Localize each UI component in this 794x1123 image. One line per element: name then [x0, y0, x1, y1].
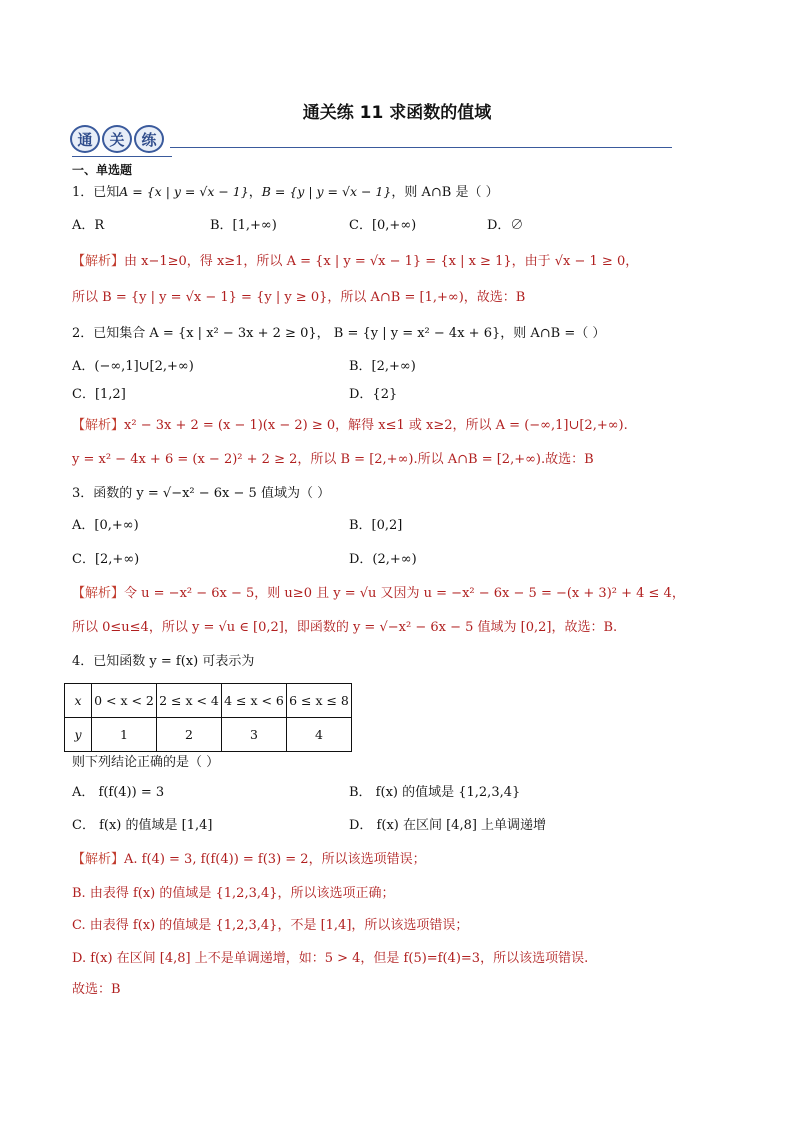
- q4-function-table: [64, 683, 352, 752]
- q4-analysis-2: B. 由表得 f(x) 的值域是 {1,2,3,4}，所以该选项正确；: [72, 886, 395, 901]
- table-cell: 2 ≤ x < 4: [157, 684, 222, 718]
- q3-analysis-text-1: 令 u = −x² − 6x − 5，则 u≥0 且 y = √u 又因为 u = −x² − 6x − 5 = −(x + 3)² + 4 ≤ 4，: [124, 586, 685, 601]
- header-rule: [170, 147, 672, 148]
- q4-option-c: C． f(x) 的值域是 [1,4]: [72, 818, 213, 833]
- logo-char-1: 通: [70, 125, 100, 153]
- q3-analysis-tag: 【解析】: [72, 586, 125, 601]
- q2-analysis-2: y = x² − 4x + 6 = (x − 2)² + 2 ≥ 2，所以 B = [2,+∞).所以 A∩B = [2,+∞).故选：B: [72, 452, 594, 467]
- q1-stem-post: ，则 A∩B 是（ ）: [391, 185, 499, 200]
- q3-option-d: D．(2,+∞): [349, 552, 417, 567]
- table-cell: 4: [287, 718, 352, 752]
- q3-option-c: C．[2,+∞): [72, 552, 140, 567]
- table-cell: 4 ≤ x < 6: [222, 684, 287, 718]
- q4-analysis-4: D. f(x) 在区间 [4,8] 上不是单调递增，如：5 > 4，但是 f(5)=f(4)=3，所以该选项错误.: [72, 951, 589, 966]
- q1-stem: [72, 182, 499, 203]
- q4-analysis-text-1: A. f(4) = 3, f(f(4)) = f(3) = 2，所以该选项错误；: [124, 852, 426, 867]
- q4-option-a: A． f(f(4)) = 3: [72, 785, 165, 800]
- table-row: [65, 718, 352, 752]
- q1-option-b: B．[1,+∞): [210, 218, 277, 233]
- q1-analysis-text-1: 由 x−1≥0，得 x≥1，所以 A = {x | y = √x − 1} = {x | x ≥ 1}，由于 √x − 1 ≥ 0，: [124, 254, 639, 269]
- q4-analysis-5: 故选：B: [72, 982, 121, 997]
- q2-analysis-tag: 【解析】: [72, 418, 125, 433]
- q4-analysis-tag: 【解析】: [72, 852, 125, 867]
- q3-stem: 3．函数的 y = √−x² − 6x − 5 值域为（ ）: [72, 486, 331, 501]
- q3-analysis-1: [72, 584, 685, 604]
- q4-analysis-3: C. 由表得 f(x) 的值域是 {1,2,3,4}，不是 [1,4]，所以该选项错误；: [72, 918, 469, 933]
- q4-option-b: B． f(x) 的值域是 {1,2,3,4}: [349, 785, 521, 800]
- page-title: 通关练 11 求函数的值域: [302, 103, 492, 123]
- q2-option-d: D．{2}: [349, 387, 398, 402]
- logo-char-2: 关: [102, 125, 132, 153]
- table-row: [65, 684, 352, 718]
- table-cell: y: [65, 718, 92, 752]
- header-rule-short: [72, 156, 172, 157]
- table-cell: 3: [222, 718, 287, 752]
- q2-option-c: C．[1,2]: [72, 387, 126, 402]
- q1-set-b: B = {y | y = √x − 1}: [261, 184, 392, 199]
- q2-analysis-text-1: x² − 3x + 2 = (x − 1)(x − 2) ≥ 0，解得 x≤1 或 x≥2，所以 A = (−∞,1]∪[2,+∞).: [124, 418, 628, 433]
- q3-option-b: B．[0,2]: [349, 518, 403, 533]
- table-cell: x: [65, 684, 92, 718]
- logo: [70, 125, 170, 155]
- table-cell: 1: [92, 718, 157, 752]
- q1-stem-pre: 1．已知: [72, 185, 120, 200]
- q2-option-a: A．(−∞,1]∪[2,+∞): [72, 359, 194, 374]
- q1-analysis-2: 所以 B = {y | y = √x − 1} = {y | y ≥ 0}，所以 A∩B = [1,+∞)，故选：B: [72, 290, 526, 305]
- q1-option-a: A．R: [72, 218, 105, 233]
- q3-option-a: A．[0,+∞): [72, 518, 139, 533]
- q1-sep: ，: [248, 185, 262, 200]
- q2-option-b: B．[2,+∞): [349, 359, 416, 374]
- q1-option-d: D．∅: [487, 218, 524, 233]
- q2-stem: 2．已知集合 A = {x | x² − 3x + 2 ≥ 0}， B = {y | y = x² − 4x + 6}，则 A∩B =（ ）: [72, 326, 606, 341]
- q4-option-d: D． f(x) 在区间 [4,8] 上单调递增: [349, 818, 547, 833]
- logo-char-3: 练: [134, 125, 164, 153]
- q1-option-c: C．[0,+∞): [349, 218, 417, 233]
- q4-analysis-1: [72, 850, 426, 870]
- section-heading: 一、单选题: [72, 163, 133, 177]
- q1-analysis-tag: 【解析】: [72, 254, 125, 269]
- q4-stem: 4．已知函数 y = f(x) 可表示为: [72, 654, 255, 669]
- q1-set-a: A = {x | y = √x − 1}: [119, 184, 249, 199]
- table-cell: 6 ≤ x ≤ 8: [287, 684, 352, 718]
- q1-analysis-1: [72, 252, 638, 272]
- q2-analysis-1: [72, 416, 628, 436]
- q4-after-table: 则下列结论正确的是（ ）: [72, 755, 220, 770]
- q3-analysis-2: 所以 0≤u≤4，所以 y = √u ∈ [0,2]，即函数的 y = √−x² − 6x − 5 值域为 [0,2]，故选：B.: [72, 620, 618, 635]
- table-cell: 2: [157, 718, 222, 752]
- table-cell: 0 < x < 2: [92, 684, 157, 718]
